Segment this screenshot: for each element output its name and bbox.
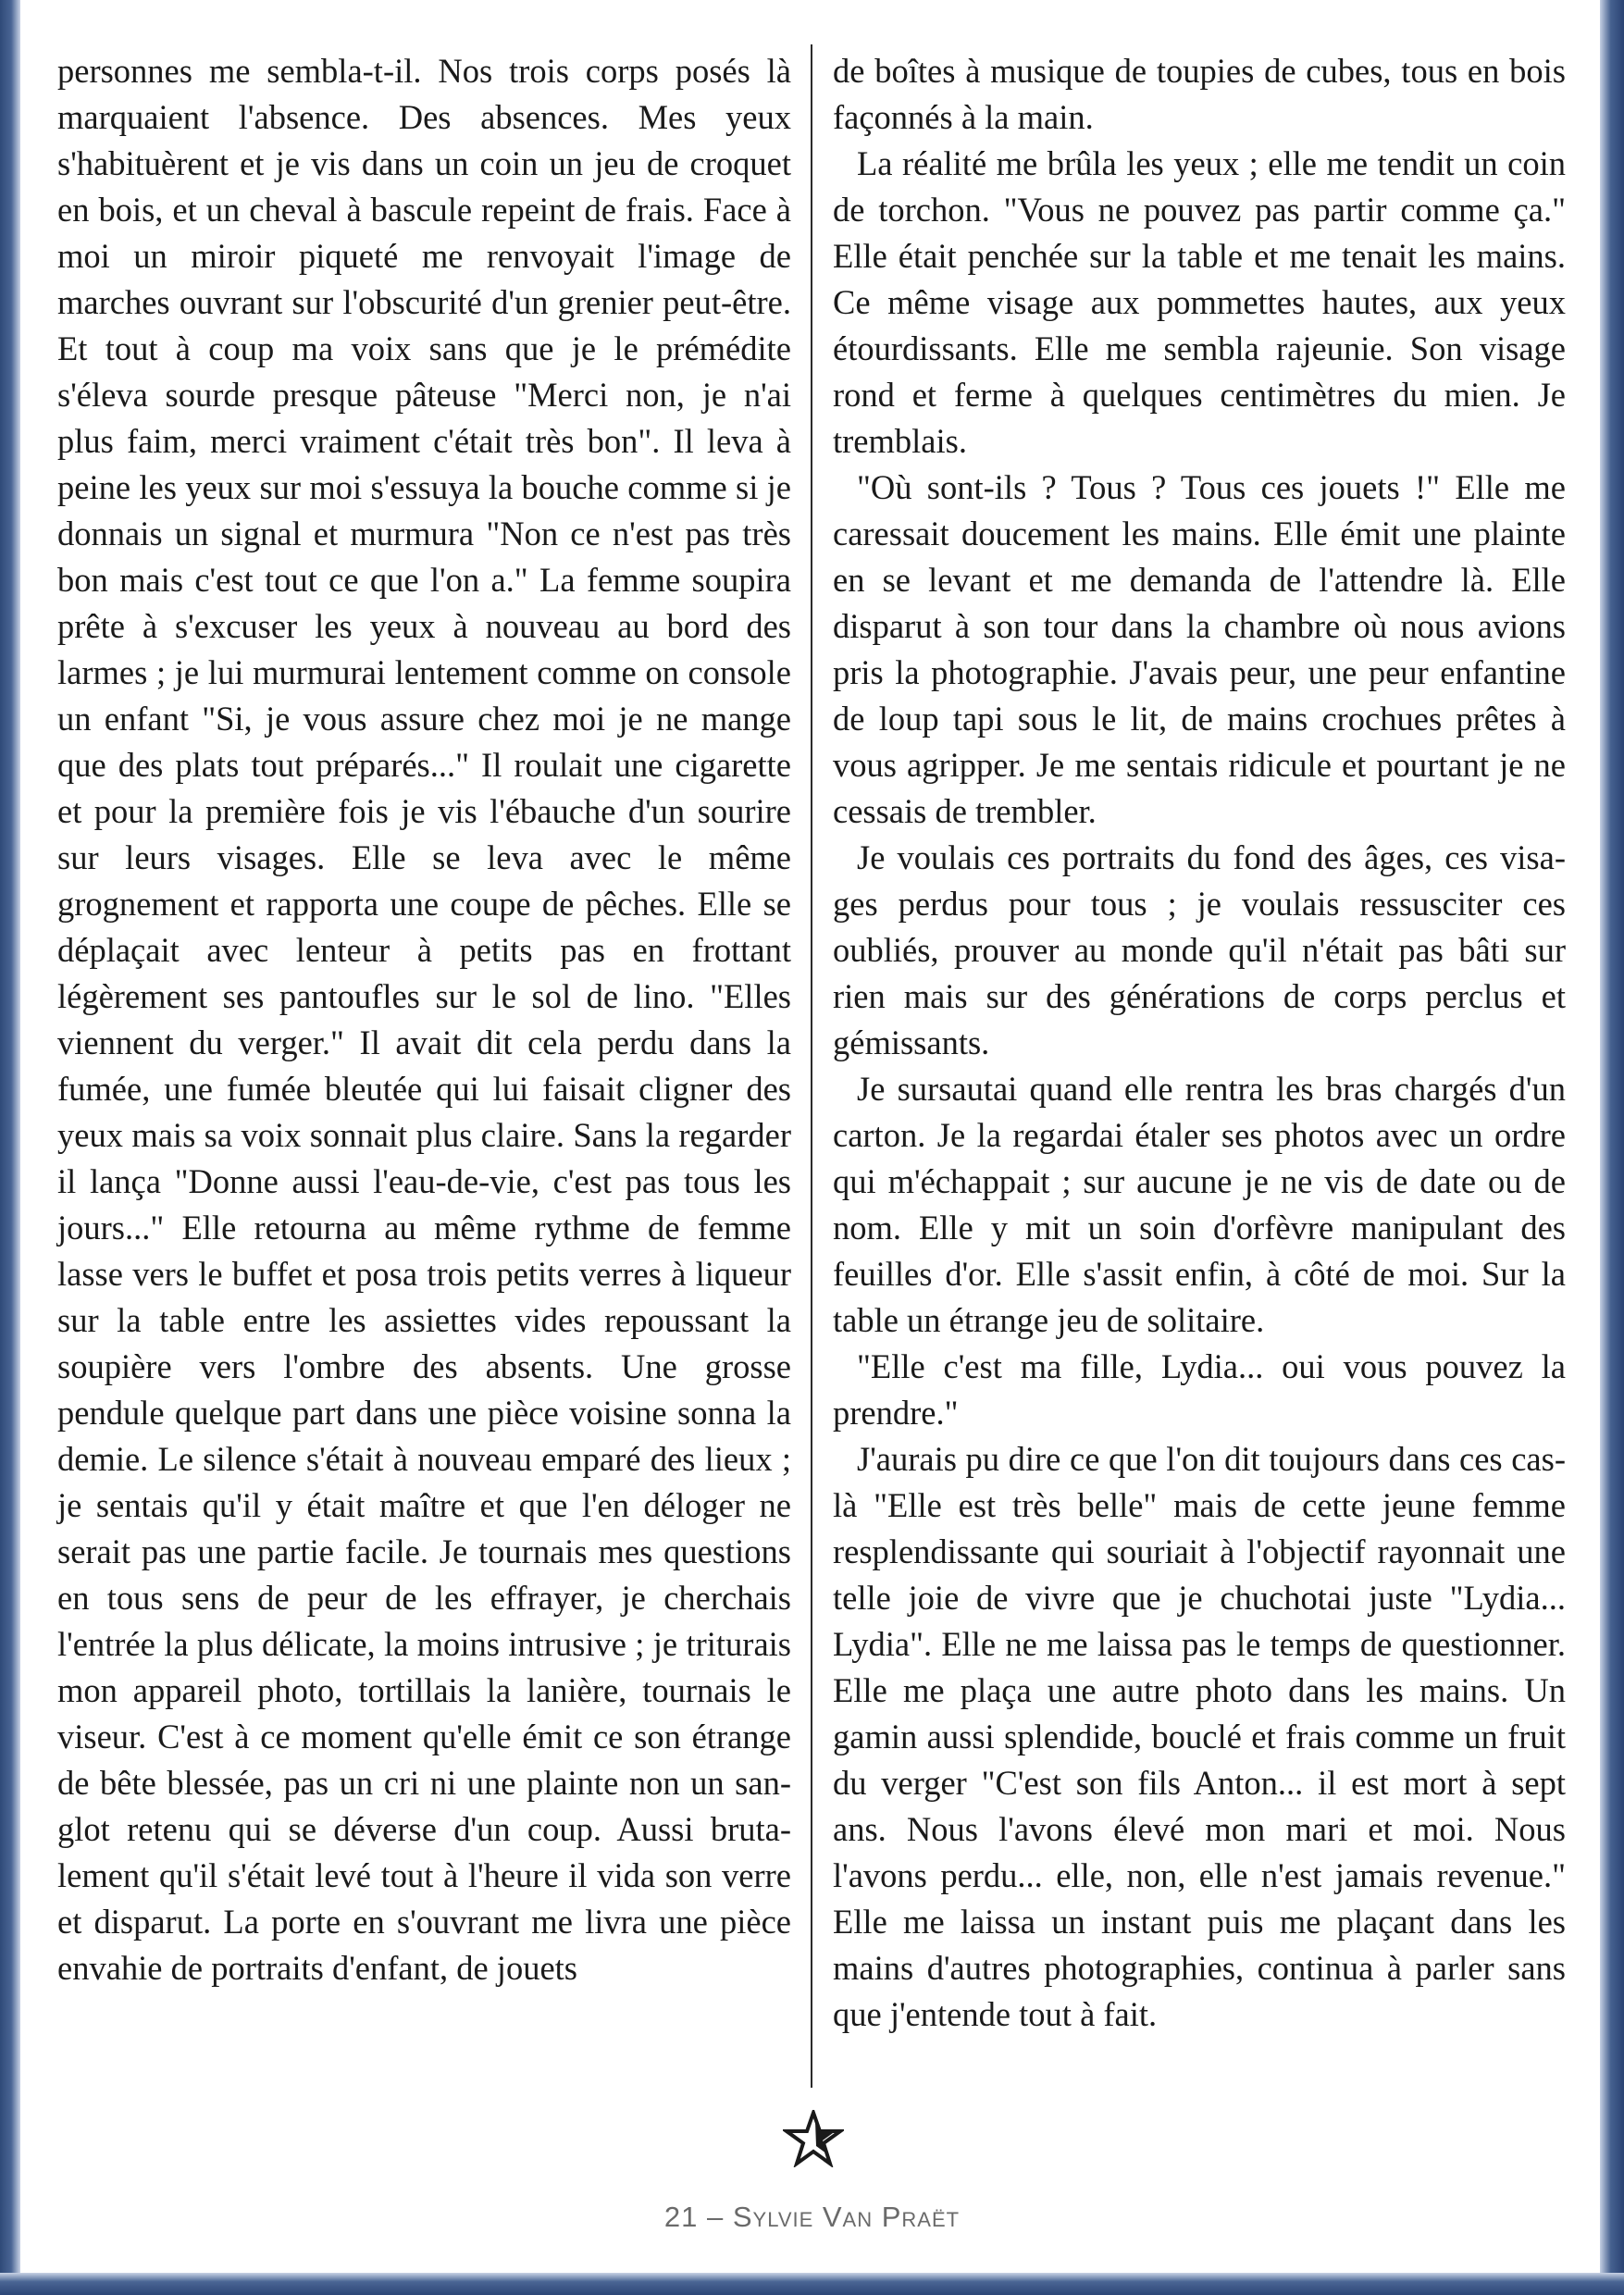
footer-separator: – (698, 2201, 733, 2233)
paragraph: "Où sont-ils ? Tous ? Tous ces jouets !" Elle me caressait doucement les mains. Elle émit une plainte en se levant et me demanda de l'attendre là. Elle disparut à son tour dans la chambre où nous avions pris la photographie. J'avais peur, une peur enfantine de loup tapi sous le lit, de mains crochues prêtes à vous agripper. Je me sentais ridicule et pourtant je ne cessais de trembler. (833, 468, 1566, 830)
author-name: Sylvie Van Praët (732, 2201, 961, 2233)
paragraph: de boîtes à musique de toupies de cubes, tous en bois façonnés à la main. (833, 52, 1566, 136)
page-footer (0, 2201, 1624, 2234)
paragraph: J'aurais pu dire ce que l'on dit toujours dans ces cas-là "Elle est très belle" mais de cette jeune femme resplendissante qui souriait à l'objectif rayonnait une telle joie de vivre que je chuchotai juste "Lydia... Lydia". Elle ne me laissa pas le temps de questionner. Elle me plaça une autre photo dans les mains. Un gamin aussi splendide, bouclé et frais comme un fruit du verger "C'est son fils Anton... il est mort à sept ans. Nous l'avons élevé mon mari et moi. Nous l'avons perdu... elle, non, elle n'est jamais revenue." Elle me laissa un instant puis me plaçant dans les mains d'autres photographies, continua à parler sans que j'entende tout à fait. (833, 1440, 1566, 2033)
page-border-right (1600, 0, 1624, 2295)
page-border-bottom (0, 2273, 1624, 2295)
paragraph: Je voulais ces portraits du fond des âges, ces visages perdus pour tous ; je voulais ressusciter ces oubliés, prouver au monde qu'il n'était pas bâti sur rien mais sur des générations de corps perclus et gémissants. (833, 838, 1566, 1061)
column-divider (811, 44, 812, 2088)
text-column-right (833, 48, 1566, 2093)
page-border-left (0, 0, 20, 2295)
text-column-left (57, 48, 791, 2093)
paragraph: Je sursautai quand elle rentra les bras chargés d'un carton. Je la regardai étaler ses photos avec un ordre qui m'échappait ; sur aucune je ne vis de date ou de nom. Elle y mit un soin d'orfèvre manipulant des feuilles d'or. Elle s'assit enfin, à côté de moi. Sur la table un étrange jeu de solitaire. (833, 1070, 1566, 1339)
paragraph: personnes me sembla-t-il. Nos trois corps posés là marquaient l'absence. Des absences. Mes yeux s'habituèrent et je vis dans un coin un jeu de croquet en bois, et un cheval à bascule repeint de frais. Face à moi un miroir piqueté me renvoyait l'image de marches ouvrant sur l'obscurité d'un grenier peut-être. Et tout à coup ma voix sans que je le prémédite s'éleva sourde presque pâteuse "Merci non, je n'ai plus faim, merci vraiment c'était très bon". Il leva à peine les yeux sur moi s'essuya la bouche comme si je donnais un signal et murmura "Non ce n'est pas très bon mais c'est tout ce que l'on a." La femme soupira prête à s'excuser les yeux à nouveau au bord des larmes ; je lui murmurai lentement comme on console un enfant "Si, je vous assure chez moi je ne mange que des plats tout préparés..." Il roulait une cigarette et pour la première fois je vis l'ébauche d'un sourire sur leurs visages. Elle se leva avec le même grognement et rapporta une coupe de pêches. Elle se déplaçait avec lenteur à petits pas en frottant légèrement ses pantoufles sur le sol de lino. "Elles viennent du verger." Il avait dit cela perdu dans la fumée, une fumée bleutée qui lui faisait cligner des yeux mais sa voix sonnait plus claire. Sans la regarder il lança "Donne aussi l'eau-de-vie, c'est pas tous les jours..." Elle retourna au même rythme de femme lasse vers le buffet et posa trois petits verres à liqueur sur la table entre les assiettes vides repoussant la soupière vers l'ombre des absents. Une grosse pendule quelque part dans une pièce voisine sonna la demie. Le silence s'était à nouveau emparé des lieux ; je sentais qu'il y était maître et que l'en déloger ne serait pas une partie facile. Je tournais mes questions en tous sens de peur de les effrayer, je cherchais l'entrée la plus délicate, la moins intrusive ; je triturais mon appareil photo, tortillais la lanière, tournais le viseur. C'est à ce moment qu'elle émit ce son étrange de bête blessée, pas un cri ni une plainte non un sanglot retenu qui se déverse d'un coup. Aussi brutalement qu'il s'était levé tout à l'heure il vida son verre et disparut. La porte en s'ouvrant me livra une pièce envahie de portraits d'enfant, de jouets (57, 52, 791, 1987)
paragraph: La réalité me brûla les yeux ; elle me tendit un coin de torchon. "Vous ne pouvez pas partir comme ça." Elle était penchée sur la table et me tenait les mains. Ce même visage aux pommettes hautes, aux yeux étourdissants. Elle me sembla rajeunie. Son visage rond et ferme à quelques centimètres du mien. Je tremblais. (833, 144, 1566, 460)
paragraph: "Elle c'est ma fille, Lydia... oui vous pouvez la prendre." (833, 1347, 1566, 1432)
star-icon (783, 2110, 844, 2167)
page-number: 21 (663, 2201, 699, 2233)
